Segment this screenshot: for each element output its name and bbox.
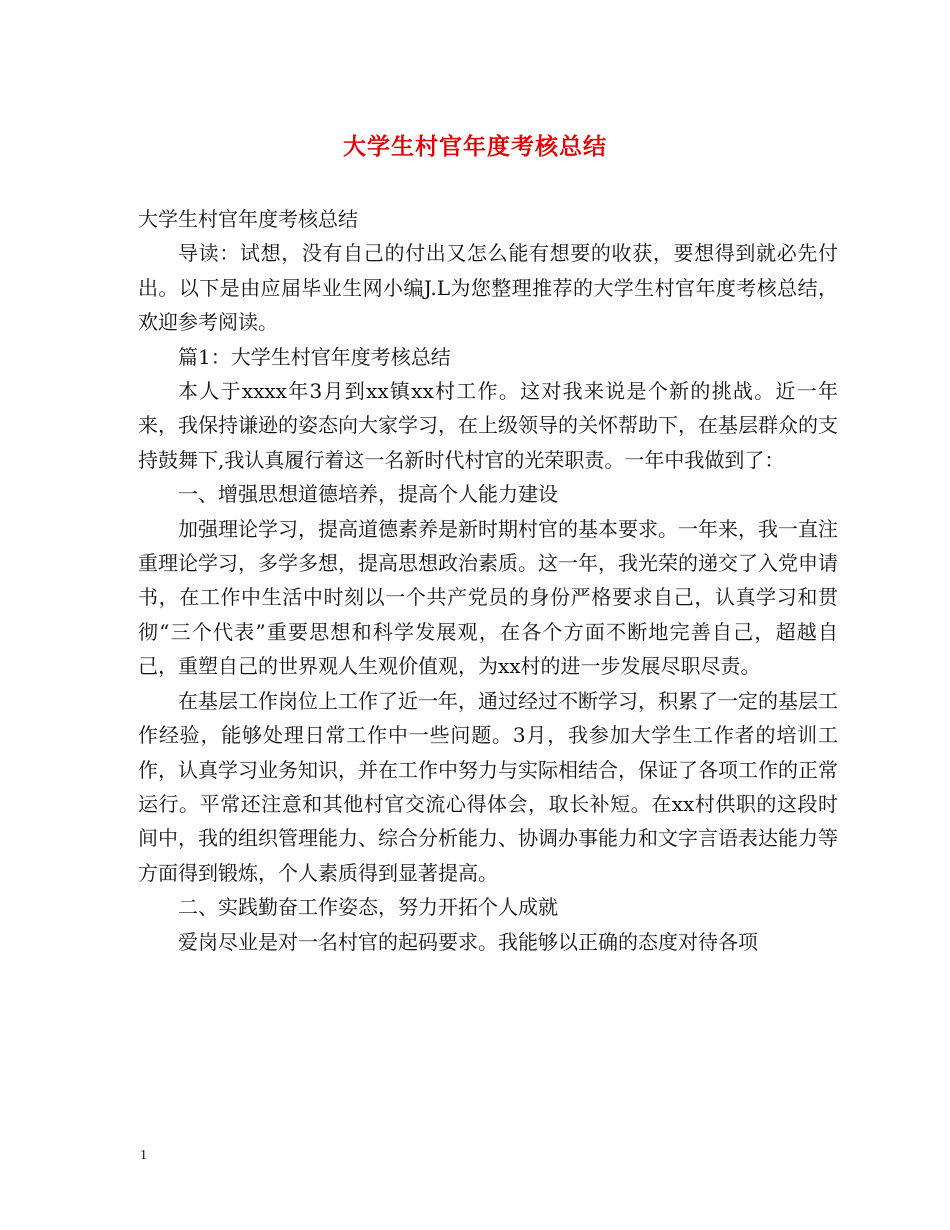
paragraph: 篇1：大学生村官年度考核总结 [178, 344, 451, 369]
paragraph: 大学生村官年度考核总结 [138, 207, 358, 231]
paragraph: 爱岗尽业是对一名村官的起码要求。我能够以正确的态度对待各项 [178, 929, 758, 954]
paragraph: 本人于xxxx年3月到xx镇xx村工作。这对我来说是个新的挑战。近一年来，我保持谦逊的姿态向大家学习，在上级领导的关怀帮助下，在基层群众的支持鼓舞下,我认真履行着这一名新时代村官的光荣职责。一年中我做到了： [138, 379, 838, 472]
page-number: 1 [140, 1148, 147, 1163]
paragraph: 二、实践勤奋工作姿态，努力开拓个人成就 [178, 895, 558, 920]
paragraph: 在基层工作岗位上工作了近一年，通过经过不断学习，积累了一定的基层工作经验，能够处理日常工作中一些问题。3月，我参加大学生工作者的培训工作，认真学习业务知识，并在工作中努力与实际相结合，保证了各项工作的正常运行。平常还注意和其他村官交流心得体会，取长补短。在xx村供职的这段时间中，我的组织管理能力、综合分析能力、协调办事能力和文字言语表达能力等方面得到锻炼，个人素质得到显著提高。 [138, 688, 838, 885]
paragraph: 导读：试想，没有自己的付出又怎么能有想要的收获，要想得到就必先付出。以下是由应届毕业生网小编J.L为您整理推荐的大学生村官年度考核总结，欢迎参考阅读。 [138, 241, 838, 335]
paragraph: 加强理论学习，提高道德素养是新时期村官的基本要求。一年来，我一直注重理论学习，多学多想，提高思想政治素质。这一年，我光荣的递交了入党申请书，在工作中生活中时刻以一个共产党员的身份严格要求自己，认真学习和贯彻“三个代表”重要思想和科学发展观，在各个方面不断地完善自己，超越自己，重塑自己的世界观人生观价值观，为xx村的进一步发展尽职尽责。 [138, 516, 838, 679]
document-body [138, 202, 838, 959]
document-title: 大学生村官年度考核总结 [343, 134, 607, 160]
paragraph: 一、增强思想道德培养，提高个人能力建设 [178, 482, 558, 507]
